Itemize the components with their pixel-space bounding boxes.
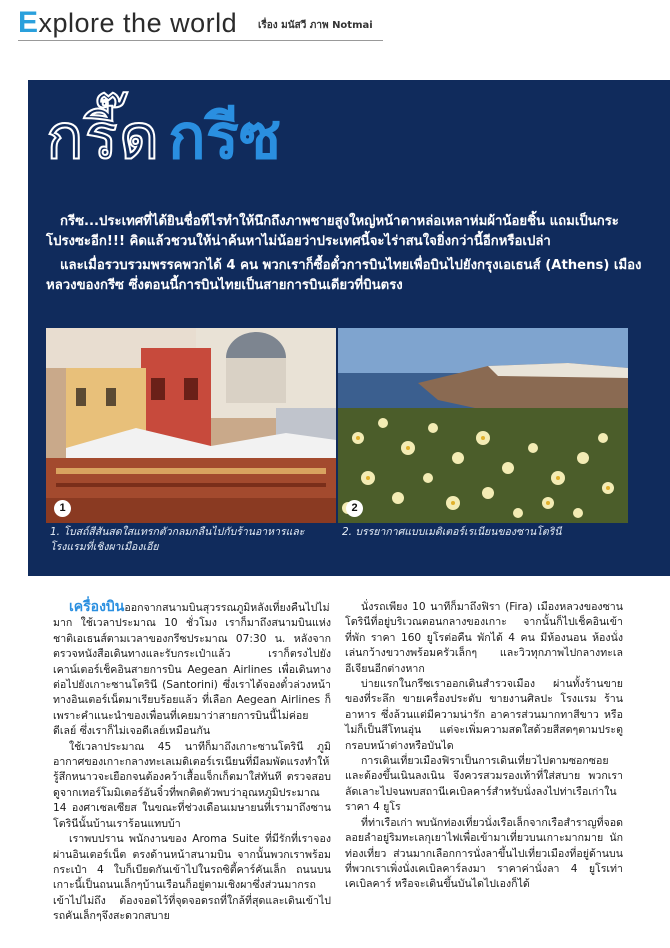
article-paragraph: ที่ท่าเรือเก่า พบนักท่องเที่ยวนั่งเรือเล็กจากเรือสำราญที่จอดลอยลำอยู่ริมทะเลกุเยาไฟเพื่อเข้ามาเที่ยวบนเกาะมากมาย นักท่องเที่ยว ส่วนมากเลือกการนั่งลาขึ้นไปเที่ยวเมืองที่อยู่ด้านบนที่พวกเราเพิ่งนั่งเคเบิลคาร์ลงมา ราคาค่านั่งลา 4 ยูโรเท่าเคเบิลคาร์ หรือจะเดินขึ้นบันไดไปเองก็ได้	[345, 816, 623, 891]
article-paragraph: การเดินเที่ยวเมืองฟิราเป็นการเดินเที่ยวไปตามซอกซอยและต้องขึ้นเนินลงเนิน จึงควรสวมรองเท้าที่ใส่สบาย พวกเราลัดเลาะไปจนพบสถานีเคเบิลคาร์สำหรับนั่งลงไปท่าเรือเก่าในราคา 4 ยูโร	[345, 755, 623, 814]
section-title-initial: E	[18, 6, 39, 39]
photo-caption: 2. บรรยากาศแบบเมดิเตอร์เรเนียนของซานโตรินี	[342, 526, 562, 538]
photo-caption: 1. โบสถ์สีสันสดใสแทรกตัวกลมกลืนไปกับร้านอาหารและโรงแรมที่เชิงผาเมืองเอีย	[50, 526, 305, 553]
lead-word: เครื่องบิน	[69, 599, 125, 615]
coast-flowers-image	[338, 328, 628, 523]
photo-santorini-coast	[338, 328, 628, 523]
title-divider	[18, 40, 383, 41]
hero-title-solid: กรีซ	[168, 100, 282, 173]
article-paragraph: นั่งรถเพียง 10 นาทีก็มาถึงฟิรา (Fira) เมืองหลวงของซานโตรินีที่อยู่บริเวณตอนกลางของเกาะ จากนั้นก็ไปเช็คอินเข้าที่พัก ราคา 160 ยูโรต่อคืน พักได้ 4 คน มีห้องนอน ห้องนั่งเล่นกว้างขวางพร้อมครัวเล็กๆ และวิวทุกภาพไปกลางทะเลอีเจียนอีกต่างหาก	[345, 601, 623, 675]
page-header	[0, 0, 670, 60]
article-paragraph: ใช้เวลาประมาณ 45 นาทีก็มาถึงเกาะซานโตรินี ภูมิอากาศของเกาะกลางทะเลเมดิเตอร์เรเนียนที่มีลมพัดแรงทำให้รู้สึกหนาวจะเยือกจนต้องคว้าเสื้อแจ็กเก็ตมาใส่ทันที ตรวจสอบดูจากเทอร์โมมิเตอร์อันจิ๋วที่พกติดตัวพบว่าอุณหภูมิประมาณ 14 องศาเซลเซียส ในขณะที่ช่วงเดือนเมษายนที่เรามาถึงซานโตรินีนั้นบ้านเราร้อนแทบบ้า	[53, 740, 331, 830]
article-column-right	[345, 600, 623, 893]
article-paragraph: บ่ายแรกในกรีซเราออกเดินสำรวจเมือง ผ่านทั้งร้านขายของที่ระลึก ขายเครื่องประดับ ขายงานศิลปะ โรงแรม ร้านอาหาร ซึ่งล้วนแต่มีความน่ารัก อาคารส่วนมากทาสีขาว หรือไม่ก็เป็นสีโทนอุ่น แต่จะเพิ่มความสดใสด้วยสีสดๆตามประตู กรอบหน้าต่างหรือบันได	[345, 678, 623, 752]
hero-panel	[28, 80, 670, 576]
hero-title	[46, 102, 281, 172]
photo-santorini-church	[46, 328, 336, 523]
section-title-rest: xplore the world	[38, 8, 238, 38]
church-cliff-image	[46, 328, 336, 523]
hero-title-outline: กรี๊ด	[46, 100, 161, 173]
section-title	[18, 6, 237, 40]
photo-number-badge: 1	[54, 500, 71, 517]
article-credits: เรื่อง มนัสวี ภาพ Notmai	[258, 20, 373, 31]
paragraph-text: ออกจากสนามบินสุวรรณภูมิหลังเที่ยงคืนไปไม่มาก ใช้เวลาประมาณ 10 ชั่วโมง เราก็มาถึงสนามบินแห่งชาติเอเธนส์ตามเวลาของกรีซประมาณ 07:30 น. หลังจากตรวจหนังสือเดินทางและรับกระเป๋าแล้ว เราก็ตรงไปยังเคาน์เตอร์เช็คอินสายการบิน Aegean Airlines เพื่อเดินทางต่อไปยังเกาะซานโตรินี (Santorini) ซึ่งเราได้จองตั๋วล่วงหน้าทางอินเตอร์เน็ตมาเรียบร้อยแล้ว ที่เลือก Aegean Airlines ก็เพราะคำแนะนำของเพื่อนที่เคยมาว่าสายการบินนี้ไม่ค่อยดีเลย์ ซึ่งเราก็ไม่เจอดีเลย์เหมือนกัน	[53, 602, 331, 738]
intro-paragraph: กรีซ...ประเทศที่ได้ยินชื่อทีไรทำให้นึกถึงภาพชายสูงใหญ่หน้าตาหล่อเหลาห่มผ้าน้อยชิ้น แถมเป็นกระโปรงซะอีก!!! คิดแล้วชวนให้น่าค้นหาไม่น้อยว่าประเทศนี้จะไร่าสนใจยิ่งกว่านี้อีกหรือเปล่า	[46, 214, 619, 249]
article-column-left	[53, 600, 331, 925]
article-paragraph	[53, 600, 331, 740]
intro-paragraph: และเมื่อรวบรวมพรรคพวกได้ 4 คน พวกเราก็ซื้อตั๋วการบินไทยเพื่อบินไปยังกรุงเอเธนส์ (Athens) เมืองหลวงของกรีซ ซึ่งตอนนี้การบินไทยเป็นสายการบินเดียวที่บินตรง	[46, 258, 642, 293]
intro-text	[46, 212, 644, 300]
photo-number-badge: 2	[346, 500, 363, 517]
article-paragraph: เราพบปราน พนักงานของ Aroma Suite ที่มีรักที่เราจองผ่านอินเตอร์เน็ต ตรงด้านหน้าสนามบิน จากนั้นพวกเราพร้อมกระเป๋า 4 ใบก็เบียดกันเข้าไปในรถซิตี้คาร์คันเล็ก ถนนบนเกาะนี้เป็นถนนเล็กๆบ้านเรือนก็อยู่ตามเชิงผาซึ่งส่วนมากรถเข้าไปไม่ถึง ต้องจอดไว้ที่จุดจอดรถที่ใกล้ที่สุดและเดินเข้าไป รถคันเล็กๆจึงสะดวกสบาย	[53, 833, 331, 923]
